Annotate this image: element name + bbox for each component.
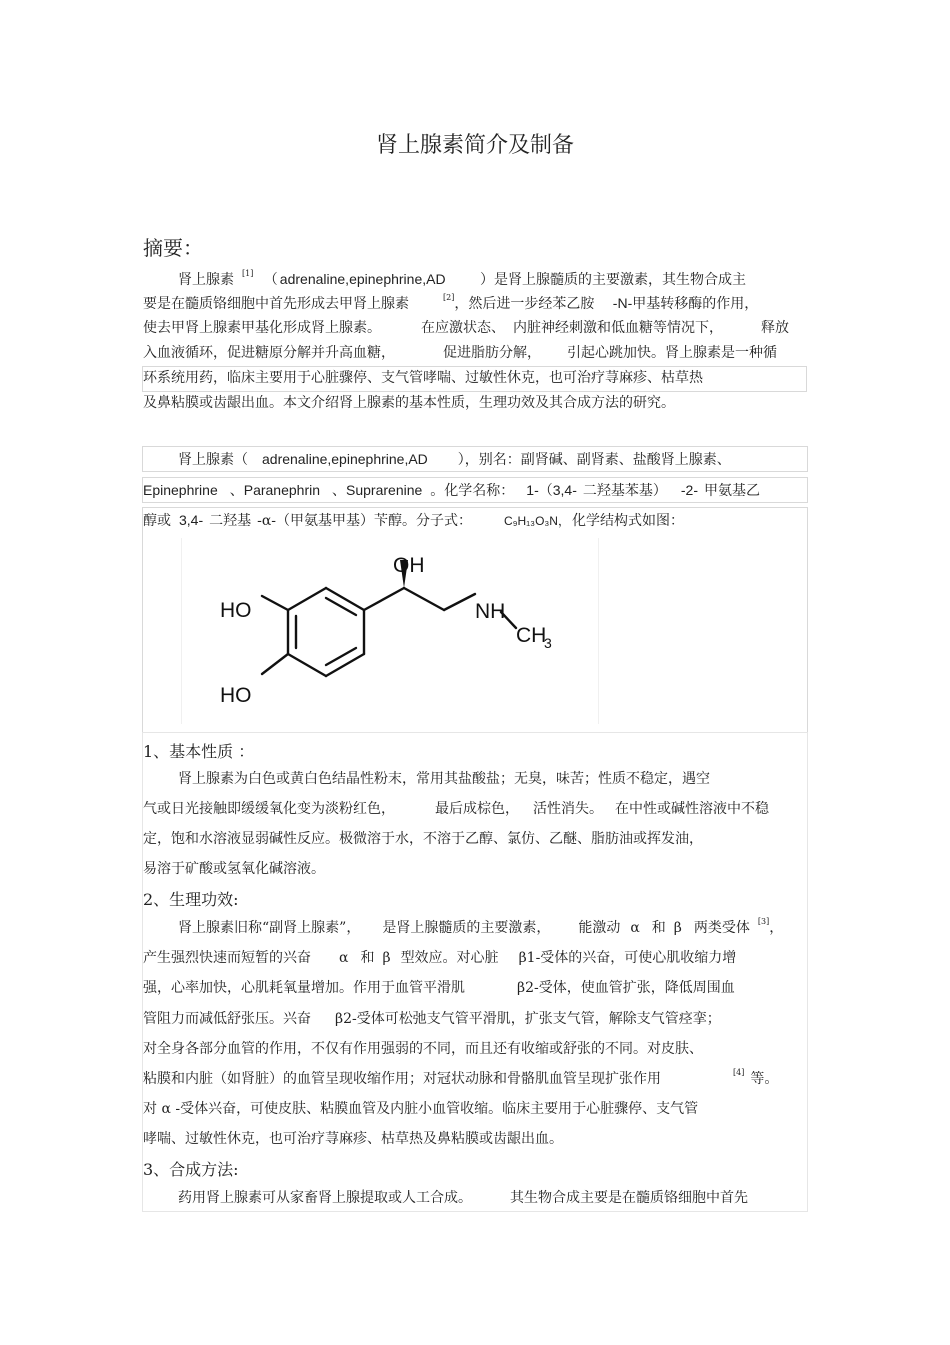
section-2-line-6: 粘膜和内脏（如肾脏）的血管呈现收缩作用；对冠状动脉和骨骼肌血管呈现扩张作用 [4] 等。 xyxy=(143,1068,779,1087)
section-2-line-7: 对 α -受体兴奋，可使皮肤、粘膜血管及内脏小血管收缩。临床主要用于心脏骤停、支气管 xyxy=(143,1101,699,1117)
page-title: 肾上腺素简介及制备 xyxy=(375,133,574,158)
abstract-heading: 摘要： xyxy=(143,236,203,260)
abstract-line-3: 使去甲肾上腺素甲基化形成肾上腺素。 在应激状态、 内脏神经刺激和低血糖等情况下， 释放 xyxy=(143,320,789,336)
section-3-line-1: 药用肾上腺素可从家畜肾上腺提取或人工合成。 其生物合成主要是在髓质铬细胞中首先 xyxy=(178,1190,748,1206)
abstract-line-5: 环系统用药，临床主要用于心脏骤停、支气管哮喘、过敏性休克，也可治疗荨麻疹、枯草热 xyxy=(143,370,703,386)
section-2-line-3: 强，心率加快，心肌耗氧量增加。作用于血管平滑肌 β2-受体，使血管扩张，降低周围血 xyxy=(143,980,735,996)
ch3-label: CH xyxy=(516,624,547,647)
section-2-line-4: 管阻力而减低舒张压。兴奋 β2-受体可松弛支气管平滑肌，扩张支气管，解除支气管痉挛； xyxy=(143,1011,721,1027)
intro-line-1: 肾上腺素（ adrenaline,epinephrine,AD ），别名：副肾碱、副肾素、盐酸肾上腺素、 xyxy=(178,451,731,468)
section-1-line-1: 肾上腺素为白色或黄白色结晶性粉末，常用其盐酸盐；无臭，味苦；性质不稳定，遇空 xyxy=(178,771,710,787)
ho-top-label: HO xyxy=(220,599,252,622)
abstract-line-6: 及鼻粘膜或齿龈出血。本文介绍肾上腺素的基本性质，生理功效及其合成方法的研究。 xyxy=(143,395,675,411)
section-1-line-2: 气或日光接触即缓缓氧化变为淡粉红色， 最后成棕色， 活性消失。 在中性或碱性溶液中不稳 xyxy=(143,801,769,817)
section-2-line-2: 产生强烈快速而短暂的兴奋 α 和 β 型效应。对心脏 β1-受体的兴奋，可使心肌收缩力增 xyxy=(143,950,737,966)
section-1-line-3: 定，饱和水溶液显弱碱性反应。极微溶于水，不溶于乙醇、氯仿、乙醚、脂肪油或挥发油， xyxy=(143,831,703,847)
epinephrine-structure xyxy=(181,538,599,724)
oh-label: OH xyxy=(393,554,425,577)
intro-line-2: Epinephrine 、Paranephrin 、Suprarenine 。化学名称： 1-（3,4- 二羟基苯基） -2- 甲氨基乙 xyxy=(143,482,760,499)
section-2-line-1: 肾上腺素旧称“副肾上腺素”， 是肾上腺髓质的主要激素， 能激动 α 和 β 两类受体 [3]， xyxy=(178,917,784,936)
ho-bottom-label: HO xyxy=(220,684,252,707)
structure-diagram xyxy=(182,538,598,724)
section-3-heading: 3、合成方法: xyxy=(143,1160,239,1179)
section-2-heading: 2、生理功效: xyxy=(143,890,239,909)
intro-line-3: 醇或 3,4- 二羟基 -α-（甲氨基甲基）苄醇。分子式： C₉H₁₃O₃N， 化学结构式如图： xyxy=(143,512,684,529)
abstract-line-1: 肾上腺素 [1] （ adrenaline,epinephrine,AD ）是肾上腺髓质的主要激素，其生物合成主 xyxy=(178,269,747,288)
section-2-line-5: 对全身各部分血管的作用，不仅有作用强弱的不同，而且还有收缩或舒张的不同。对皮肤、 xyxy=(143,1041,703,1057)
section-1-line-4: 易溶于矿酸或氢氧化碱溶液。 xyxy=(143,861,325,877)
section-1-heading: 1、基本性质 ： xyxy=(143,742,255,761)
abstract-line-2: 要是在髓质铬细胞中首先形成去甲肾上腺素 [2]，然后进一步经苯乙胺 -N-甲基转移酶的作用， xyxy=(143,293,759,312)
section-2-line-8: 哮喘、过敏性休克，也可治疗荨麻疹、枯草热及鼻粘膜或齿龈出血。 xyxy=(143,1131,563,1147)
abstract-line-4: 入血液循环，促进糖原分解并升高血糖， 促进脂肪分解， 引起心跳加快。肾上腺素是一种循 xyxy=(143,345,777,361)
ch3-subscript: 3 xyxy=(544,635,552,651)
nh-label: NH xyxy=(475,600,506,623)
